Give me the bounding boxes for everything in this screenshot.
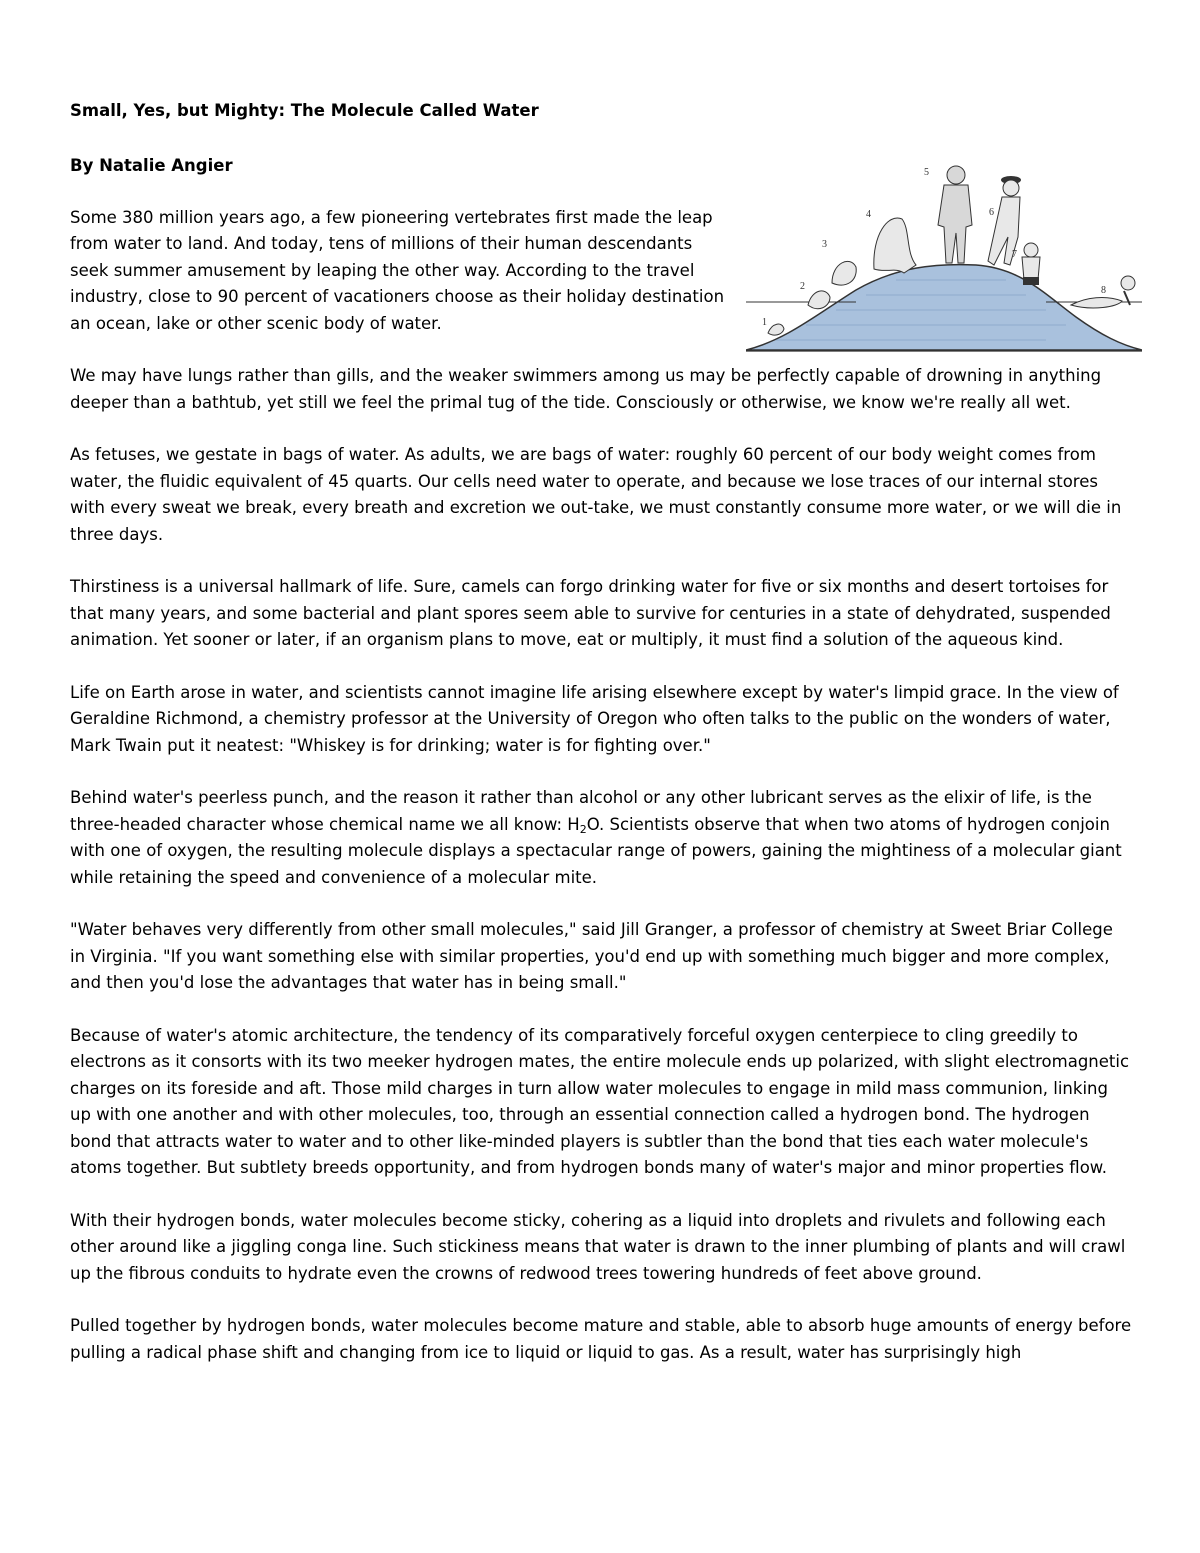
h2o-text-after: O. Scientists observe that when two atoms of hydrogen conjoin with one of oxygen, the resulting molecule displays a spectacular range of powers, gaining the mightiness of a molecular giant while retaining the speed and convenience of a molecular mite. (70, 814, 1122, 887)
article-byline: By Natalie Angier (70, 156, 233, 175)
stage-label-7: 7 (1012, 249, 1017, 260)
paragraph-atomic-architecture: Because of water's atomic architecture, the tendency of its comparatively forceful oxygen centerpiece to cling greedily to electrons as it consorts with its two meeker hydrogen mates, the entire molecule ends up polarized, with slight electromagnetic charges on its foreside and aft. Those mild charges in turn allow water molecules to engage in mild mass communion, linking up with one another and with other molecules, too, through an essential connection called a hydrogen bond. The hydrogen bond that attracts water to water and to other like-minded players is subtler than the bond that ties each water molecule's atoms together. But subtlety breeds opportunity, and from hydrogen bonds many of water's major and minor properties flow. (70, 1025, 1130, 1177)
stage-label-3: 3 (822, 239, 827, 250)
human-7-head (1024, 243, 1038, 257)
paragraph-h2o (70, 785, 1132, 891)
creature-3 (832, 261, 856, 285)
h2o-text-before: Behind water's peerless punch, and the reason it rather than alcohol or any other lubricant serves as the elixir of life, is the three-headed character whose chemical name we all know: H (70, 788, 1092, 834)
paragraph-fetuses: As fetuses, we gestate in bags of water. As adults, we are bags of water: roughly 60 percent of our body weight comes from water, the fluidic equivalent of 45 quarts. Our cells need water to operate, and because we lose traces of our internal stores with every sweat we break, every breath and excretion we out-take, we must constantly consume more water, or we will die in three days. (70, 445, 1122, 544)
paragraph-stability: Pulled together by hydrogen bonds, water molecules become mature and stable, able to absorb huge amounts of energy before pulling a radical phase shift and changing from ice to liquid or liquid to gas. As a result, water has surprisingly high (70, 1316, 1132, 1362)
stage-label-8: 8 (1101, 285, 1106, 296)
paragraph-granger-quote: "Water behaves very differently from other small molecules," said Jill Granger, a professor of chemistry at Sweet Briar College in Virginia. "If you want something else with similar properties, you'd end up with something much bigger and more complex, and then you'd lose the advantages that water has in being small." (70, 920, 1113, 992)
human-6-head (1003, 180, 1019, 196)
stage-label-4: 4 (866, 209, 871, 220)
paragraph-thirstiness: Thirstiness is a universal hallmark of life. Sure, camels can forgo drinking water for five or six months and desert tortoises for that many years, and some bacterial and plant spores seem able to survive for centuries in a state of dehydrated, suspended animation. Yet sooner or later, if an organism plans to move, eat or multiply, it must find a solution of the aqueous kind. (70, 577, 1111, 649)
swimmer-8 (1071, 298, 1122, 308)
paragraph-stickiness: With their hydrogen bonds, water molecules become sticky, cohering as a liquid into droplets and rivulets and following each other around like a jiggling conga line. Such stickiness means that water is drawn to the inner plumbing of plants and will crawl up the fibrous conduits to hydrate even the crowns of redwood trees towering hundreds of feet above ground. (70, 1210, 1126, 1283)
stage-label-6: 6 (989, 207, 994, 218)
creature-1 (768, 324, 784, 335)
evolution-illustration-svg (746, 155, 1142, 355)
human-5-body (938, 185, 972, 263)
swimmer-8-head (1121, 276, 1135, 290)
human-7-swimsuit (1023, 277, 1039, 285)
intro-paragraph: Some 380 million years ago, a few pioneering vertebrates first made the leap from water to land. And today, tens of millions of their human descendants seek summer amusement by leaping the other way. According to the travel industry, close to 90 percent of vacationers choose as their holiday destination an ocean, lake or other scenic body of water. (70, 207, 725, 333)
human-5-head (947, 166, 965, 184)
creature-2 (808, 291, 830, 309)
article-title: Small, Yes, but Mighty: The Molecule Called Water (70, 101, 539, 120)
creature-4 (874, 218, 916, 273)
paragraph-lungs: We may have lungs rather than gills, and the weaker swimmers among us may be perfectly capable of drowning in anything deeper than a bathtub, yet still we feel the primal tug of the tide. Consciously or otherwise, we know we're really all wet. (70, 366, 1102, 412)
human-7-body (1022, 257, 1040, 280)
evolution-illustration (746, 155, 1142, 355)
swimmer-8-arm (1124, 291, 1130, 305)
stage-label-5: 5 (924, 167, 929, 178)
paragraph-life-on-earth: Life on Earth arose in water, and scientists cannot imagine life arising elsewhere except by water's limpid grace. In the view of Geraldine Richmond, a chemistry professor at the University of Oregon who often talks to the public on the wonders of water, Mark Twain put it neatest: "Whiskey is for drinking; water is for fighting over." (70, 682, 1119, 755)
stage-label-1: 1 (762, 317, 767, 328)
stage-label-2: 2 (800, 281, 805, 292)
h2o-subscript: 2 (579, 822, 587, 836)
